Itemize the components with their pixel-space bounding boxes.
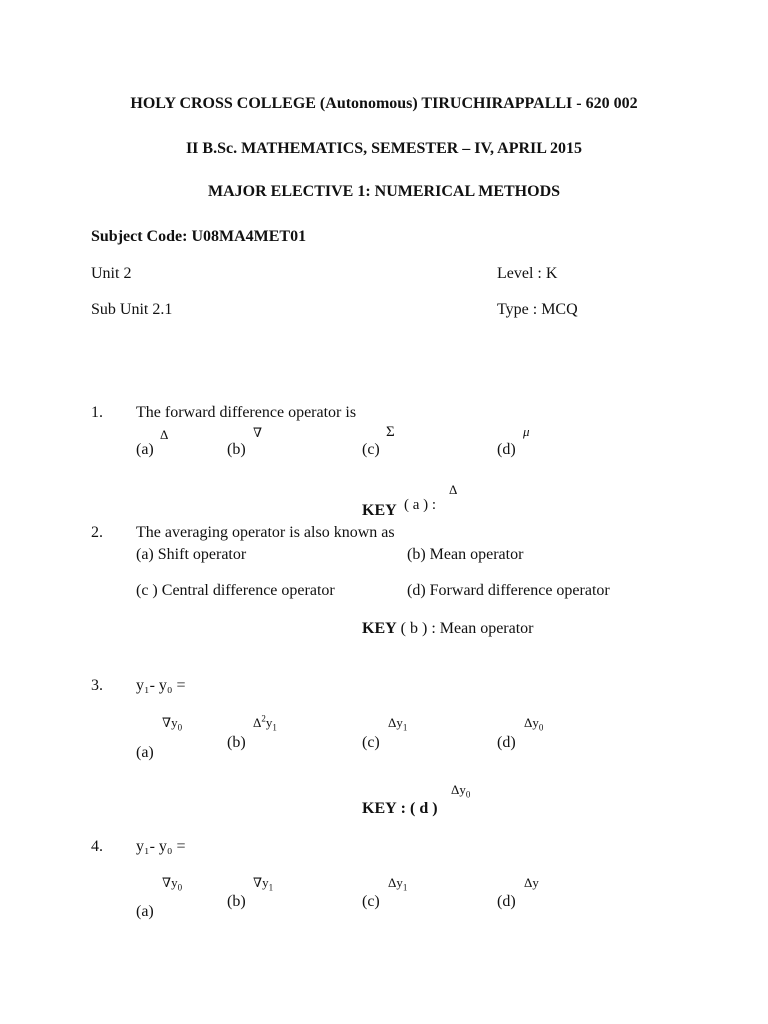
- question-number: 3.: [91, 677, 103, 694]
- option-b-label: (b): [227, 734, 246, 751]
- question-number: 4.: [91, 838, 103, 855]
- option-b-label: (b): [227, 441, 246, 458]
- option-d-label: (d): [497, 893, 516, 910]
- option-a-label: (a): [136, 441, 154, 458]
- option-c-label: (c): [362, 734, 380, 751]
- option-a-label: (a): [136, 744, 154, 761]
- option-b-label: (b): [227, 893, 246, 910]
- option-d-label: (d): [497, 734, 516, 751]
- key-answer: : ( d ): [400, 800, 438, 817]
- key-line: [362, 801, 438, 817]
- option-b-expression: $\nabla y_1$: [253, 875, 274, 893]
- nabla-symbol: ∇: [253, 425, 263, 440]
- key-expression: $\Delta y_0$: [451, 782, 471, 800]
- option-d-expression: $\Delta y_0$: [524, 715, 544, 733]
- option-d-label: (d): [407, 582, 426, 599]
- key-label: KEY: [362, 620, 397, 637]
- option-d-text: Forward difference operator: [429, 582, 610, 599]
- sigma-symbol: Σ: [386, 424, 395, 440]
- option-c-label: (c ): [136, 582, 158, 599]
- option-a-expression: $\nabla y_0$: [162, 875, 183, 893]
- option-b-expression: $\Delta^2y_1$: [253, 713, 277, 733]
- option-c-expression: $\Delta y_1$: [388, 875, 408, 893]
- option-d-expression: Δy: [524, 875, 539, 890]
- option-c-label: (c): [362, 441, 380, 458]
- question-number: 2.: [91, 524, 103, 541]
- question-text: The forward difference operator is: [136, 404, 357, 421]
- option-a-label: (a): [136, 903, 154, 920]
- key-delta-symbol: Δ: [449, 482, 458, 497]
- question-text: The averaging operator is also known as: [136, 524, 395, 541]
- key-line: [362, 621, 534, 637]
- subject-code: Subject Code: U08MA4MET01: [91, 228, 307, 245]
- option-a-label: (a): [136, 546, 154, 563]
- option-b: [407, 547, 523, 563]
- option-d: [407, 583, 610, 599]
- option-c-text: Central difference operator: [161, 582, 335, 599]
- question-text: y₁- y₀ =: [136, 838, 186, 855]
- option-a: [136, 547, 246, 563]
- option-c-label: (c): [362, 893, 380, 910]
- option-c: [136, 583, 335, 599]
- unit-label: Unit 2: [91, 265, 132, 282]
- sub-unit-label: Sub Unit 2.1: [91, 301, 173, 318]
- option-b-text: Mean operator: [429, 546, 524, 563]
- course-title: II B.Sc. MATHEMATICS, SEMESTER – IV, APRIL 2015: [185, 140, 583, 157]
- option-a-expression: $\nabla y_0$: [162, 715, 183, 733]
- paper-title: MAJOR ELECTIVE 1: NUMERICAL METHODS: [207, 183, 561, 200]
- key-answer: ( b ) : Mean operator: [400, 620, 534, 637]
- question-text: y₁- y₀ =: [136, 677, 186, 694]
- key-label: KEY: [362, 502, 397, 519]
- college-title: HOLY CROSS COLLEGE (Autonomous) TIRUCHIRAPPALLI - 620 002: [130, 95, 638, 112]
- key-answer: ( a ) :: [404, 497, 437, 513]
- option-b-label: (b): [407, 546, 426, 563]
- key-label: KEY: [362, 800, 397, 817]
- question-number: 1.: [91, 404, 103, 421]
- mu-symbol: μ: [523, 424, 530, 439]
- level-label: Level : K: [497, 265, 558, 282]
- delta-symbol: Δ: [160, 427, 169, 442]
- option-c-expression: $\Delta y_1$: [388, 715, 408, 733]
- option-d-label: (d): [497, 441, 516, 458]
- option-a-text: Shift operator: [157, 546, 247, 563]
- type-label: Type : MCQ: [497, 301, 578, 318]
